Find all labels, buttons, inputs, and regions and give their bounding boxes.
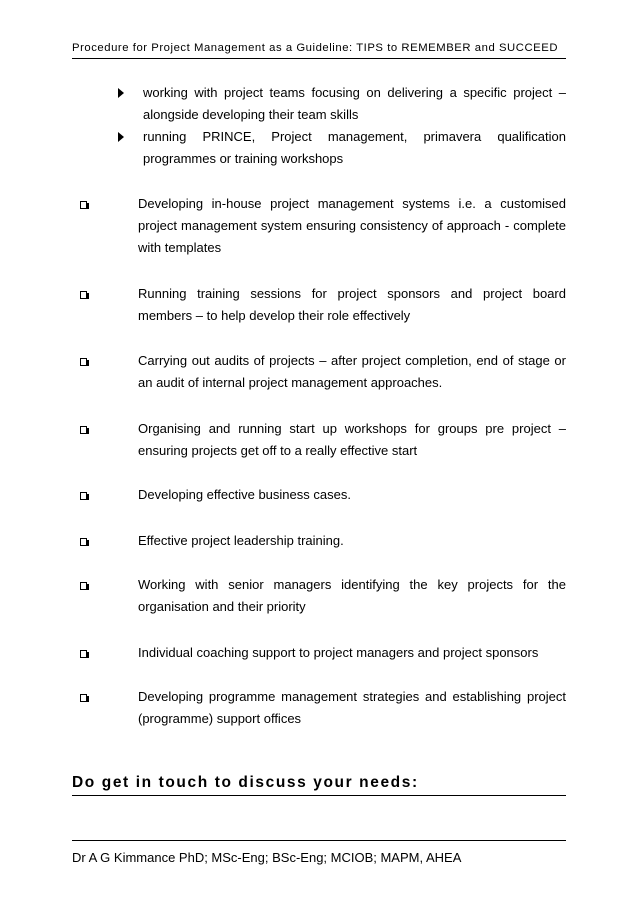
list-item-text: Developing programme management strategies and establishing project (programme) support offices (138, 689, 566, 726)
list-item-text: Working with senior managers identifying the key projects for the organisation and their priority (138, 577, 566, 614)
list-item-text: Developing effective business cases. (138, 487, 351, 502)
list-item (80, 283, 566, 327)
footer-divider (72, 840, 566, 841)
list-item (80, 642, 566, 664)
call-to-action-heading: Do get in touch to discuss your needs: (72, 774, 566, 796)
checkbox-bullet-icon (80, 650, 87, 658)
page-header: Procedure for Project Management as a Guideline: TIPS to REMEMBER and SUCCEED (72, 42, 566, 59)
sub-bullet-text: working with project teams focusing on delivering a specific project – alongside developing their team skills (143, 85, 566, 122)
list-item (80, 484, 566, 506)
list-item (80, 350, 566, 394)
triangle-bullet-icon (118, 88, 124, 98)
list-item (80, 686, 566, 730)
list-item-text: Carrying out audits of projects – after project completion, end of stage or an audit of internal project management approaches. (138, 353, 566, 390)
page-footer: Dr A G Kimmance PhD; MSc-Eng; BSc-Eng; MCIOB; MAPM, AHEA (72, 850, 462, 865)
triangle-bullet-icon (118, 132, 124, 142)
list-item (80, 574, 566, 618)
list-item-text: Organising and running start up workshops for groups pre project – ensuring projects get off to a really effective start (138, 421, 566, 458)
checkbox-bullet-icon (80, 538, 87, 546)
list-item (80, 530, 566, 552)
checkbox-bullet-icon (80, 358, 87, 366)
checkbox-bullet-icon (80, 582, 87, 590)
checkbox-bullet-icon (80, 492, 87, 500)
sub-bullet-text: running PRINCE, Project management, primavera qualification programmes or training workshops (143, 129, 566, 166)
checkbox-bullet-icon (80, 426, 87, 434)
list-item-text: Effective project leadership training. (138, 533, 344, 548)
checkbox-bullet-icon (80, 291, 87, 299)
list-item-text: Developing in-house project management systems i.e. a customised project management system ensuring consistency of approach - complete with templates (138, 196, 566, 255)
list-item (80, 418, 566, 462)
sub-bullet-item (118, 82, 566, 126)
sub-bullet-item (118, 126, 566, 170)
list-item-text: Individual coaching support to project managers and project sponsors (138, 645, 539, 660)
checkbox-bullet-icon (80, 201, 87, 209)
list-item-text: Running training sessions for project sponsors and project board members – to help develop their role effectively (138, 286, 566, 323)
checkbox-bullet-icon (80, 694, 87, 702)
list-item (80, 193, 566, 259)
